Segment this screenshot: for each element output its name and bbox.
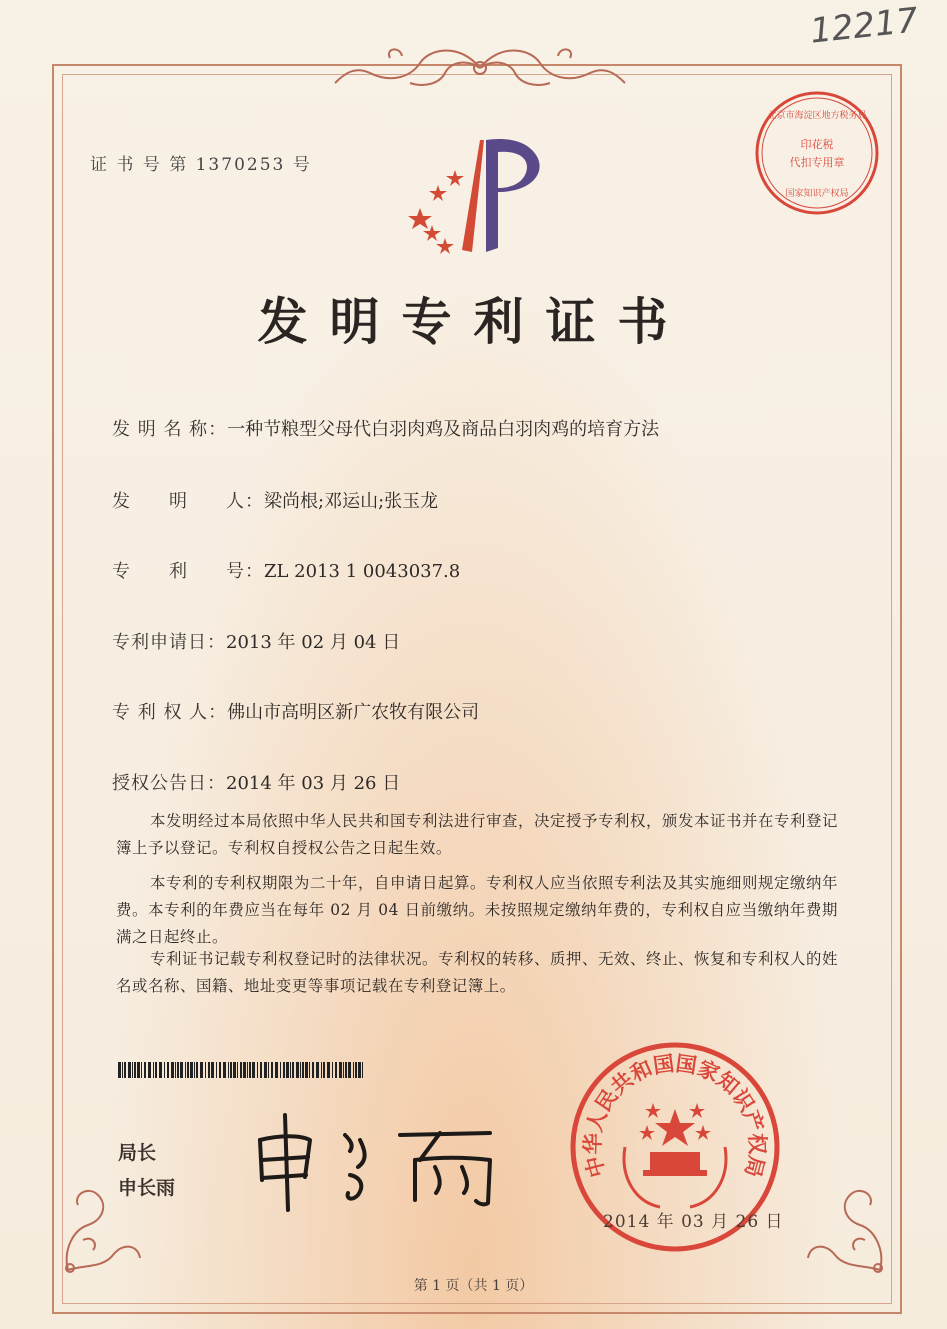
- barcode-bar: [362, 1062, 363, 1078]
- barcode-bar: [164, 1062, 165, 1078]
- barcode-bar: [230, 1062, 232, 1078]
- svg-text:北京市海淀区地方税务局: 北京市海淀区地方税务局: [767, 111, 867, 121]
- field-inventors: [112, 487, 438, 513]
- paragraph-2: [116, 870, 838, 950]
- page-title: 发明专利证书: [257, 292, 690, 351]
- barcode-bar: [180, 1062, 183, 1078]
- barcode-bar: [134, 1062, 136, 1078]
- tax-stamp-seal: [752, 88, 882, 218]
- barcode-bar: [240, 1062, 242, 1078]
- barcode-bar: [124, 1062, 126, 1078]
- top-ornament-icon: [330, 38, 630, 98]
- barcode-bar: [237, 1062, 238, 1078]
- barcode-bar: [257, 1062, 258, 1078]
- barcode-bar: [332, 1062, 333, 1078]
- barcode-bar: [144, 1062, 146, 1078]
- barcode-bar: [321, 1062, 322, 1078]
- barcode-bar: [268, 1062, 269, 1078]
- field-value: 一种节粮型父母代白羽肉鸡及商品白羽肉鸡的培育方法: [227, 419, 660, 440]
- field-patentee: [112, 698, 479, 724]
- field-label: 专利申请日：: [112, 632, 226, 653]
- svg-text:代扣专用章: 代扣专用章: [789, 156, 845, 169]
- barcode-bar: [185, 1062, 186, 1078]
- barcode-bar: [137, 1062, 140, 1078]
- barcode-bar: [286, 1062, 289, 1078]
- barcode-bar: [155, 1062, 157, 1078]
- field-value: 梁尚根;邓运山;张玉龙: [264, 491, 439, 512]
- barcode-bar: [132, 1062, 133, 1078]
- barcode-bar: [312, 1062, 314, 1078]
- barcode-bar: [323, 1062, 325, 1078]
- barcode-bar: [343, 1062, 344, 1078]
- director-signature: [250, 1105, 510, 1215]
- barcode-bar: [118, 1062, 121, 1078]
- barcode-bar: [280, 1062, 281, 1078]
- director-name: 申长雨: [118, 1177, 176, 1199]
- barcode-bar: [290, 1062, 291, 1078]
- seal-date: 2014 年 03 月 26 日: [603, 1212, 784, 1232]
- barcode-bar: [296, 1062, 299, 1078]
- patent-office-logo-icon: [400, 130, 560, 260]
- barcode-bar: [171, 1062, 174, 1078]
- barcode-bar: [216, 1062, 217, 1078]
- handwritten-note: 12217: [808, 0, 920, 52]
- barcode-bar: [233, 1062, 236, 1078]
- field-label: 发 明 名 称：: [112, 419, 228, 440]
- corner-ornament-right-icon: [800, 1170, 900, 1280]
- barcode-bar: [283, 1062, 285, 1078]
- svg-text:印花税: 印花税: [800, 138, 834, 151]
- barcode-bar: [175, 1062, 176, 1078]
- barcode-bar: [208, 1062, 210, 1078]
- barcode-bar: [348, 1062, 351, 1078]
- barcode-bar: [309, 1062, 310, 1078]
- barcode-bar: [305, 1062, 308, 1078]
- paragraph-text: 专利证书记载专利权登记时的法律状况。专利权的转移、质押、无效、终止、恢复和专利权人的姓名或名称、国籍、地址变更等事项记载在专利登记簿上。: [116, 950, 838, 995]
- field-value: 佛山市高明区新广农牧有限公司: [227, 702, 480, 723]
- barcode-bar: [353, 1062, 354, 1078]
- barcode-bar: [271, 1062, 273, 1078]
- barcode-bar: [187, 1062, 189, 1078]
- field-label: 专 利 权 人：: [112, 702, 228, 723]
- paragraph-3: [116, 946, 838, 1000]
- barcode-bar: [228, 1062, 229, 1078]
- svg-text:国家知识产权局: 国家知识产权局: [785, 189, 849, 199]
- field-label: 发 明 人：: [112, 491, 264, 512]
- barcode-bar: [260, 1062, 262, 1078]
- barcode-bar: [159, 1062, 162, 1078]
- barcode-bar: [264, 1062, 267, 1078]
- paragraph-text: 本专利的专利权期限为二十年，自申请日起算。专利权人应当依照专利法及其实施细则规定缴纳年费。本专利的年费应当在每年 02 月 04 日前缴纳。未按照规定缴纳年费的，专利权自应当缴纳年费期满之日起终止。: [116, 874, 838, 946]
- field-label: 专 利 号：: [112, 561, 264, 582]
- barcode-bar: [200, 1062, 203, 1078]
- page-number: 第 1 页（共 1 页）: [413, 1278, 534, 1294]
- field-patent-number: [112, 557, 460, 583]
- barcode-bar: [252, 1062, 255, 1078]
- barcode-bar: [122, 1062, 123, 1078]
- certificate-number: 证 书 号 第 1370253 号: [90, 155, 312, 175]
- barcode-bar: [243, 1062, 246, 1078]
- barcode-bar: [167, 1062, 169, 1078]
- field-application-date: [112, 628, 400, 654]
- seal-text: 中华人民共和国国家知识产权局: [580, 1051, 770, 1180]
- barcode-bar: [128, 1062, 131, 1078]
- barcode-bar: [153, 1062, 154, 1078]
- barcode-bar: [190, 1062, 193, 1078]
- director-title: 局长: [118, 1142, 157, 1164]
- barcode-bar: [327, 1062, 330, 1078]
- barcode-bar: [339, 1062, 342, 1078]
- barcode-bar: [292, 1062, 294, 1078]
- barcode-bar: [211, 1062, 214, 1078]
- barcode-bar: [316, 1062, 319, 1078]
- barcode-bar: [219, 1062, 221, 1078]
- field-value: 2014 年 03 月 26 日: [226, 773, 401, 794]
- barcode-bar: [275, 1062, 278, 1078]
- barcode-bar: [302, 1062, 304, 1078]
- barcode-bar: [148, 1062, 151, 1078]
- barcode-bar: [358, 1062, 361, 1078]
- barcode-bar: [355, 1062, 357, 1078]
- barcode-bar: [223, 1062, 226, 1078]
- paragraph-1: [116, 808, 838, 862]
- barcode-bar: [205, 1062, 206, 1078]
- barcode-bar: [177, 1062, 179, 1078]
- field-value: 2013 年 02 月 04 日: [226, 632, 401, 653]
- barcode-icon: [118, 1062, 364, 1078]
- barcode-bar: [300, 1062, 301, 1078]
- field-invention-name: [112, 415, 659, 441]
- barcode-bar: [335, 1062, 337, 1078]
- barcode-bar: [141, 1062, 142, 1078]
- paragraph-text: 本发明经过本局依照中华人民共和国专利法进行审查，决定授予专利权，颁发本证书并在专利登记簿上予以登记。专利权自授权公告之日起生效。: [116, 812, 838, 857]
- field-grant-date: [112, 769, 400, 795]
- barcode-bar: [345, 1062, 347, 1078]
- field-value: ZL 2013 1 0043037.8: [264, 561, 461, 582]
- barcode-bar: [196, 1062, 198, 1078]
- field-label: 授权公告日：: [112, 773, 226, 794]
- barcode-bar: [194, 1062, 195, 1078]
- barcode-bar: [249, 1062, 251, 1078]
- barcode-bar: [247, 1062, 248, 1078]
